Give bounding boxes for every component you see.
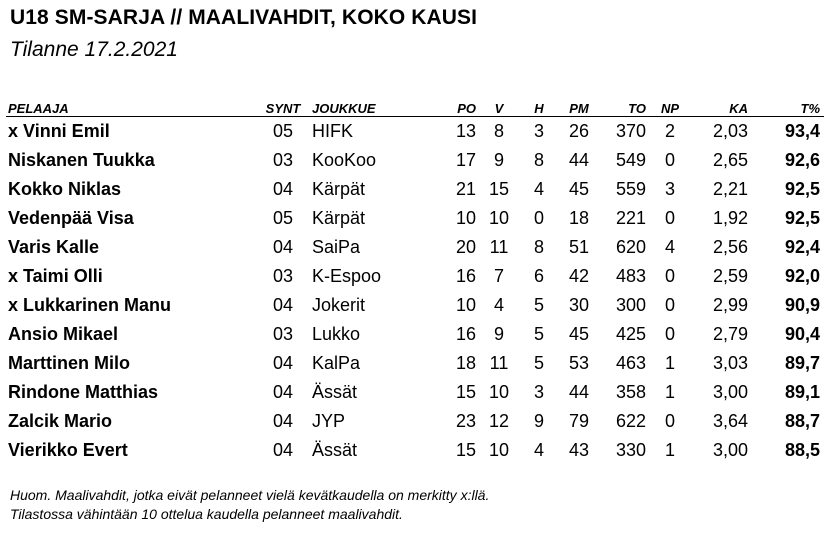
losses: 6 xyxy=(533,266,544,286)
shutouts: 0 xyxy=(664,150,675,170)
player-name: Varis Kalle xyxy=(8,237,100,257)
losses: 0 xyxy=(533,208,544,228)
table-row xyxy=(6,291,824,320)
table-body xyxy=(6,117,824,466)
table-row xyxy=(6,175,824,204)
time-on-ice: 559 xyxy=(615,179,646,199)
wins: 9 xyxy=(493,150,504,170)
wins: 4 xyxy=(493,295,504,315)
team-name: Ässät xyxy=(312,382,358,402)
save-percentage: 90,9 xyxy=(784,295,820,315)
time-on-ice: 483 xyxy=(615,266,646,286)
table-row xyxy=(6,262,824,291)
games-played: 10 xyxy=(455,295,476,315)
time-on-ice: 620 xyxy=(615,237,646,257)
table-row xyxy=(6,204,824,233)
team-name: HIFK xyxy=(312,121,354,141)
games-played: 15 xyxy=(455,440,476,460)
footnote: Huom. Maalivahdit, jotka eivät pelanneet vielä kevätkaudella on merkitty x:llä. xyxy=(10,487,490,503)
birth-year: 03 xyxy=(272,324,294,344)
goals-against: 18 xyxy=(568,208,590,228)
team-name: KalPa xyxy=(312,353,361,373)
losses: 3 xyxy=(533,382,544,402)
goals-against: 44 xyxy=(568,382,590,402)
team-name: KooKoo xyxy=(312,150,377,170)
time-on-ice: 370 xyxy=(615,121,646,141)
team-name: Jokerit xyxy=(312,295,366,315)
player-name: x Taimi Olli xyxy=(8,266,103,286)
shutouts: 1 xyxy=(664,382,675,402)
birth-year: 04 xyxy=(272,382,294,402)
shutouts: 3 xyxy=(664,179,675,199)
save-percentage: 89,7 xyxy=(784,353,820,373)
player-name: Ansio Mikael xyxy=(8,324,119,344)
player-name: Vedenpää Visa xyxy=(8,208,134,228)
losses: 4 xyxy=(533,179,544,199)
table-row xyxy=(6,407,824,436)
goals-against: 42 xyxy=(568,266,590,286)
games-played: 21 xyxy=(455,179,476,199)
team-name: Lukko xyxy=(312,324,361,344)
games-played: 20 xyxy=(455,237,476,257)
wins: 12 xyxy=(488,411,510,431)
games-played: 17 xyxy=(455,150,476,170)
goals-against-average: 3,00 xyxy=(712,440,748,460)
team-name: Kärpät xyxy=(312,179,366,199)
table-header-row xyxy=(6,96,824,117)
games-played: 10 xyxy=(455,208,476,228)
table-row xyxy=(6,146,824,175)
team-name: SaiPa xyxy=(312,237,361,257)
player-name: Zalcik Mario xyxy=(8,411,113,431)
table-row xyxy=(6,117,824,147)
footnote: Tilastossa vähintään 10 ottelua kaudella pelanneet maalivahdit. xyxy=(10,506,403,522)
losses: 8 xyxy=(533,150,544,170)
wins: 10 xyxy=(488,440,510,460)
goals-against: 43 xyxy=(568,440,590,460)
team-name: Ässät xyxy=(312,440,358,460)
shutouts: 0 xyxy=(664,266,675,286)
column-header-player: PELAAJA xyxy=(6,96,258,117)
goals-against-average: 2,79 xyxy=(712,324,748,344)
team-name: JYP xyxy=(312,411,346,431)
losses: 5 xyxy=(533,324,544,344)
time-on-ice: 622 xyxy=(615,411,646,431)
player-name: Marttinen Milo xyxy=(8,353,130,373)
goals-against-average: 2,03 xyxy=(712,121,748,141)
time-on-ice: 463 xyxy=(615,353,646,373)
games-played: 16 xyxy=(455,324,476,344)
save-percentage: 90,4 xyxy=(784,324,820,344)
wins: 8 xyxy=(493,121,504,141)
goalie-stats-table xyxy=(6,96,824,465)
wins: 11 xyxy=(489,237,509,257)
birth-year: 04 xyxy=(272,440,294,460)
shutouts: 4 xyxy=(664,237,675,257)
wins: 11 xyxy=(489,353,509,373)
shutouts: 1 xyxy=(664,353,675,373)
player-name: Vierikko Evert xyxy=(8,440,128,460)
goals-against-average: 2,59 xyxy=(712,266,748,286)
goals-against-average: 3,00 xyxy=(712,382,748,402)
goals-against: 51 xyxy=(568,237,590,257)
player-name: Kokko Niklas xyxy=(8,179,122,199)
column-header-ga: PM xyxy=(560,96,600,117)
goals-against: 45 xyxy=(568,179,590,199)
shutouts: 1 xyxy=(664,440,675,460)
team-name: Kärpät xyxy=(312,208,366,228)
player-name: Rindone Matthias xyxy=(8,382,159,402)
wins: 15 xyxy=(488,179,510,199)
goals-against: 44 xyxy=(568,150,590,170)
save-percentage: 92,5 xyxy=(784,208,820,228)
games-played: 16 xyxy=(455,266,476,286)
losses: 8 xyxy=(533,237,544,257)
birth-year: 05 xyxy=(272,208,294,228)
goals-against-average: 3,64 xyxy=(712,411,748,431)
birth-year: 04 xyxy=(272,237,294,257)
table-row xyxy=(6,436,824,465)
save-percentage: 92,5 xyxy=(784,179,820,199)
save-percentage: 93,4 xyxy=(784,121,820,141)
games-played: 18 xyxy=(455,353,476,373)
goals-against-average: 3,03 xyxy=(712,353,748,373)
shutouts: 0 xyxy=(664,324,675,344)
losses: 3 xyxy=(533,121,544,141)
save-percentage: 92,0 xyxy=(784,266,820,286)
save-percentage: 88,7 xyxy=(784,411,820,431)
birth-year: 04 xyxy=(272,295,294,315)
shutouts: 0 xyxy=(664,295,675,315)
goals-against: 30 xyxy=(568,295,590,315)
shutouts: 0 xyxy=(664,208,675,228)
team-name: K-Espoo xyxy=(312,266,382,286)
page-title: U18 SM-SARJA // MAALIVAHDIT, KOKO KAUSI xyxy=(10,6,478,29)
birth-year: 04 xyxy=(272,353,294,373)
save-percentage: 88,5 xyxy=(784,440,820,460)
wins: 10 xyxy=(488,382,510,402)
time-on-ice: 330 xyxy=(615,440,646,460)
column-header-svpct: T% xyxy=(752,96,824,117)
shutouts: 0 xyxy=(664,411,675,431)
goals-against-average: 2,65 xyxy=(712,150,748,170)
table-row xyxy=(6,349,824,378)
time-on-ice: 221 xyxy=(615,208,646,228)
column-header-born: SYNT xyxy=(258,96,310,117)
goals-against: 26 xyxy=(568,121,590,141)
goals-against: 79 xyxy=(568,411,590,431)
player-name: x Vinni Emil xyxy=(8,121,110,141)
games-played: 23 xyxy=(455,411,476,431)
birth-year: 05 xyxy=(272,121,294,141)
column-header-w: V xyxy=(480,96,520,117)
page-subtitle: Tilanne 17.2.2021 xyxy=(10,38,178,61)
losses: 4 xyxy=(533,440,544,460)
column-header-so: NP xyxy=(650,96,692,117)
save-percentage: 92,4 xyxy=(784,237,820,257)
column-header-toi: TO xyxy=(600,96,650,117)
save-percentage: 92,6 xyxy=(784,150,820,170)
column-header-gp: PO xyxy=(440,96,480,117)
goals-against: 53 xyxy=(568,353,590,373)
birth-year: 03 xyxy=(272,266,294,286)
losses: 5 xyxy=(533,295,544,315)
save-percentage: 89,1 xyxy=(784,382,820,402)
player-name: Niskanen Tuukka xyxy=(8,150,155,170)
footnotes xyxy=(10,486,489,524)
table-row xyxy=(6,378,824,407)
goals-against-average: 1,92 xyxy=(712,208,748,228)
time-on-ice: 549 xyxy=(615,150,646,170)
time-on-ice: 300 xyxy=(615,295,646,315)
birth-year: 04 xyxy=(272,179,294,199)
losses: 9 xyxy=(533,411,544,431)
games-played: 15 xyxy=(455,382,476,402)
goals-against-average: 2,99 xyxy=(712,295,748,315)
losses: 5 xyxy=(533,353,544,373)
time-on-ice: 358 xyxy=(615,382,646,402)
column-header-gaa: KA xyxy=(692,96,752,117)
goals-against-average: 2,56 xyxy=(712,237,748,257)
wins: 10 xyxy=(488,208,510,228)
wins: 7 xyxy=(493,266,504,286)
time-on-ice: 425 xyxy=(615,324,646,344)
goals-against-average: 2,21 xyxy=(712,179,748,199)
player-name: x Lukkarinen Manu xyxy=(8,295,172,315)
column-header-team: JOUKKUE xyxy=(310,96,440,117)
table-row xyxy=(6,320,824,349)
column-header-l: H xyxy=(520,96,560,117)
goals-against: 45 xyxy=(568,324,590,344)
table-row xyxy=(6,233,824,262)
games-played: 13 xyxy=(455,121,476,141)
wins: 9 xyxy=(493,324,504,344)
birth-year: 03 xyxy=(272,150,294,170)
shutouts: 2 xyxy=(664,121,675,141)
birth-year: 04 xyxy=(272,411,294,431)
